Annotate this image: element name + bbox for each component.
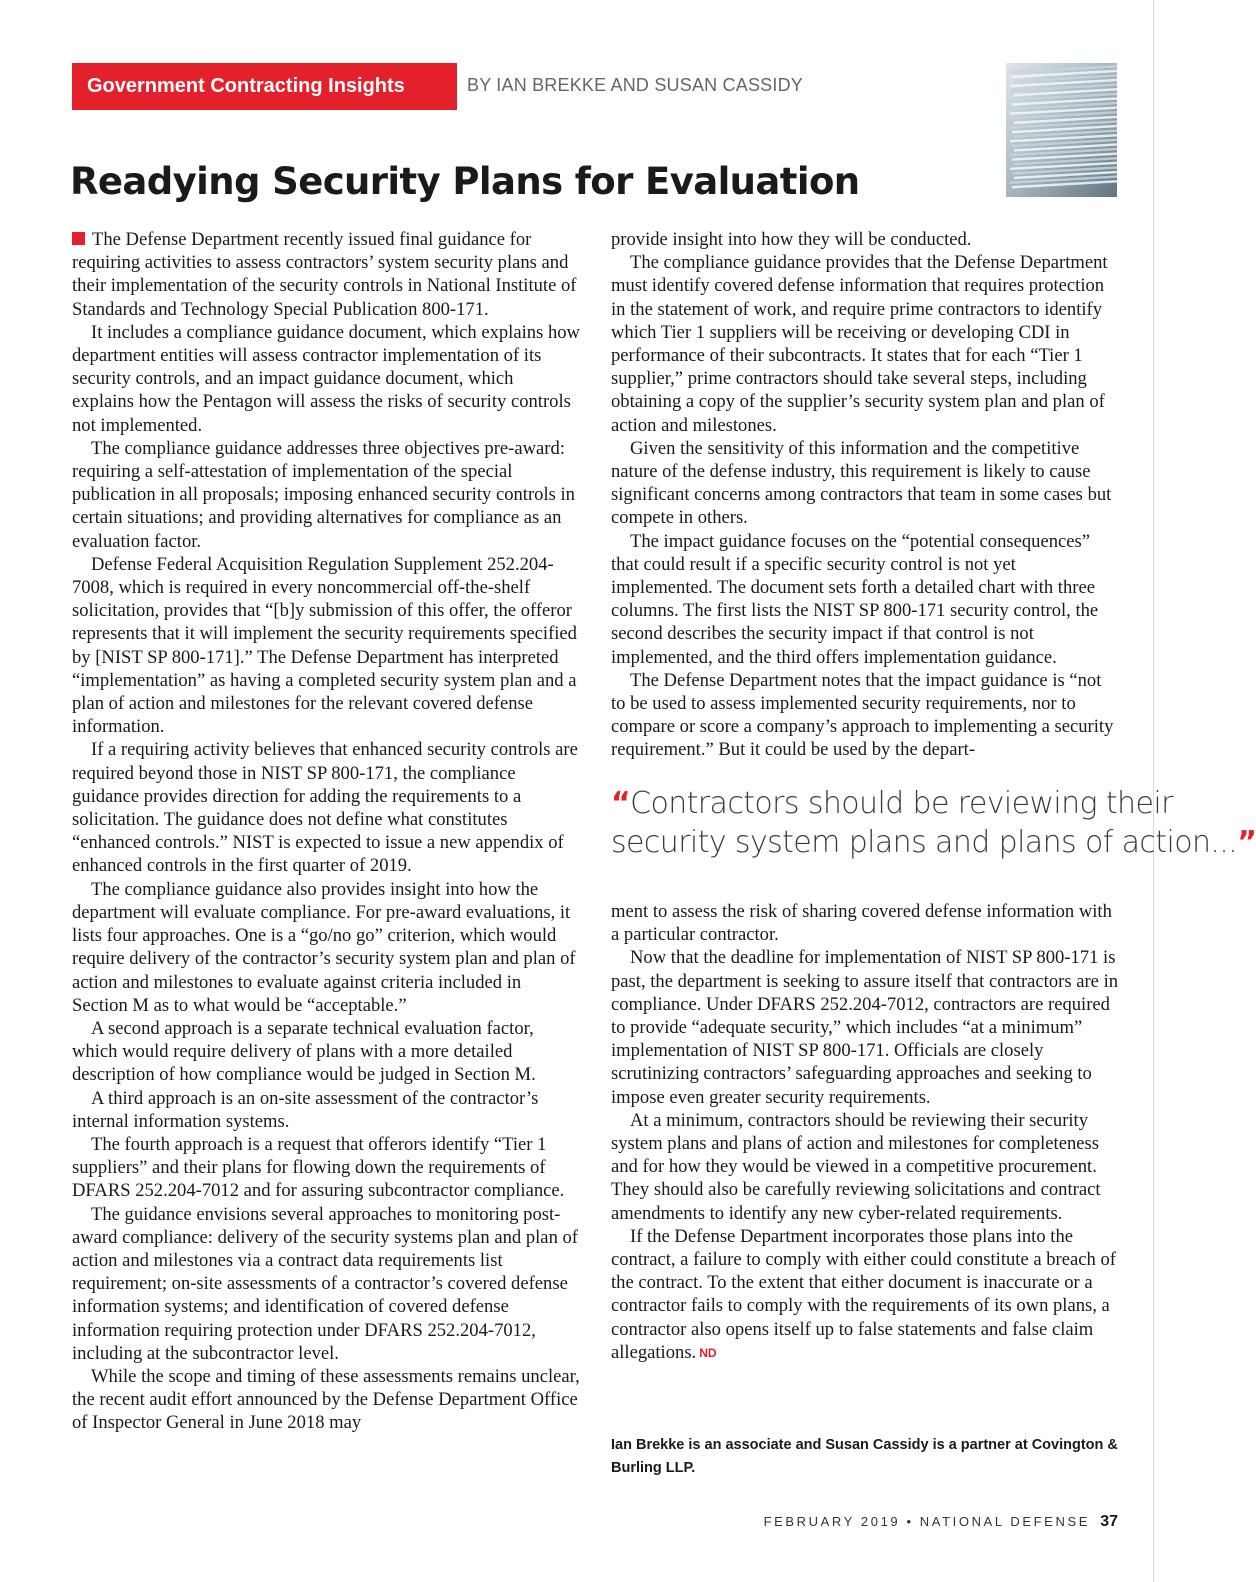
paragraph: ment to assess the risk of sharing covered defense information with a particular contractor. — [611, 901, 1112, 946]
paragraph-text: If the Defense Department incorporates those plans into the contract, a failure to comply with either could constitute a breach of the contract. To the extent that either document is inaccurate or a contractor fails to comply with the requirements of its own plans, a contractor also opens itself up to false statements and false claim allegations. — [611, 1225, 1116, 1363]
column-left — [72, 228, 580, 1435]
paragraph: The guidance envisions several approaches to monitoring post-award compliance: delivery of the security systems plan and plan of action and milestones via a contract data requirements list requirement; on-site assessments of a contractor’s covered defense information systems; and identification of covered defense information requiring protection under DFARS 252.204-7012, including at the subcontractor level. — [72, 1203, 578, 1364]
paragraph — [611, 1225, 1119, 1365]
close-quote-mark: ” — [1237, 825, 1256, 860]
paragraph: While the scope and timing of these assessments remains unclear, the recent audit effort announced by the Defense Department Office of Inspector General in June 2018 may — [72, 1365, 580, 1434]
column-right-top — [611, 228, 1119, 762]
paragraph-text: The Defense Department recently issued final guidance for requiring activities to assess contractors’ system security plans and their implementation of the security controls in National Institute of Standards and Technology Special Publication 800-171. — [72, 229, 577, 320]
paragraph: At a minimum, contractors should be reviewing their security system plans and plans of action and milestones for completeness and for how they would be viewed in a competitive procurement. They should also be carefully reviewing solicitations and contract amendments to identify any new cyber-related requirements. — [611, 1109, 1101, 1224]
pull-quote-text-2: security system plans and plans of action... — [611, 825, 1238, 860]
article-title: Readying Security Plans for Evaluation — [70, 160, 860, 203]
paragraph: Now that the deadline for implementation of NIST SP 800-171 is past, the department is seeking to assure itself that contractors are in compliance. Under DFARS 252.204-7012, contractors are required to provide “adequate security,” which includes “at a minimum” implementation of NIST SP 800-171. Officials are closely scrutinizing contractors’ safeguarding approaches and seeking to impose even greater security requirements. — [611, 947, 1119, 1108]
paragraph: The compliance guidance also provides insight into how the department will evaluate compliance. For pre-award evaluations, it lists four approaches. One is a “go/no go” criterion, which would require delivery of the contractor’s security system plan and plan of action and milestones to evaluate against criteria included in Section M as to what would be “acceptable.” — [72, 878, 576, 1016]
page-footer — [764, 1513, 1118, 1531]
pull-quote-line-1 — [611, 784, 1173, 823]
end-mark: ND — [699, 1345, 717, 1360]
paragraph: If a requiring activity believes that enhanced security controls are required beyond those in NIST SP 800-171, the compliance guidance provides direction for adding the requirements to a solicitation. The guidance does not define what constitutes “enhanced controls.” NIST is expected to issue a new appendix of enhanced controls in the first quarter of 2019. — [72, 739, 578, 877]
byline: BY IAN BREKKE AND SUSAN CASSIDY — [467, 75, 803, 95]
paragraph: A third approach is an on-site assessment of the contractor’s internal information systems. — [72, 1087, 539, 1132]
pull-quote-text-1: Contractors should be reviewing their — [630, 786, 1173, 821]
paragraph: It includes a compliance guidance document, which explains how department entities will assess contractor implementation of its security controls, and an impact guidance document, which explains how the Pentagon will assess the risks of security controls not implemented. — [72, 321, 580, 436]
paragraph: The compliance guidance provides that the Defense Department must identify covered defense information that requires protection in the statement of work, and require prime contractors to identify which Tier 1 suppliers will be receiving or developing CDI in performance of their subcontracts. It states that for each “Tier 1 supplier,” prime contractors should take several steps, including obtaining a copy of the supplier’s security system plan and plan of action and milestones. — [611, 252, 1108, 436]
footer-issue: FEBRUARY 2019 • NATIONAL DEFENSE — [763, 1514, 1090, 1529]
paragraph: The compliance guidance addresses three objectives pre-award: requiring a self-attestation of implementation of the special publication in all proposals; imposing enhanced security controls in certain situations; and providing alternatives for compliance as an evaluation factor. — [72, 437, 575, 552]
paragraph — [72, 228, 580, 321]
paragraph: Defense Federal Acquisition Regulation Supplement 252.204-7008, which is required in every noncommercial off-the-shelf solicitation, provides that “[b]y submission of this offer, the offeror represents that it will implement the security requirements specified by [NIST SP 800-171].” The Defense Department has interpreted “implementation” as having a completed security system plan and a plan of action and milestones for the relevant covered defense information. — [72, 553, 577, 738]
paper-stack-icon — [1006, 63, 1117, 197]
paragraph: A second approach is a separate technical evaluation factor, which would require delivery of plans with a more detailed description of how compliance would be judged in Section M. — [72, 1017, 536, 1086]
pull-quote — [611, 784, 1256, 862]
paragraph: Given the sensitivity of this information and the competitive nature of the defense industry, this requirement is likely to cause significant concerns among contractors that team in some cases but compete in others. — [611, 437, 1112, 529]
start-square-icon — [72, 232, 85, 245]
paragraph: The fourth approach is a request that offerors identify “Tier 1 suppliers” and their plans for flowing down the requirements of DFARS 252.204-7012 and for assuring subcontractor compliance. — [72, 1133, 565, 1202]
pull-quote-line-2 — [611, 823, 1256, 862]
open-quote-mark: “ — [611, 786, 631, 821]
section-label: Government Contracting Insights — [87, 75, 405, 97]
column-right-bottom — [611, 900, 1119, 1365]
page-number: 37 — [1100, 1513, 1118, 1530]
author-bio: Ian Brekke is an associate and Susan Cassidy is a partner at Covington & Burling LLP. — [611, 1437, 1118, 1476]
section-banner — [72, 63, 457, 110]
paragraph: The impact guidance focuses on the “potential consequences” that could result if a specific security control is not yet implemented. The document sets forth a detailed chart with three columns. The first lists the NIST SP 800-171 security control, the second describes the security impact if that control is not implemented, and the third offers implementation guidance. — [611, 530, 1099, 668]
paragraph: The Defense Department notes that the impact guidance is “not to be used to assess implemented security requirements, nor to compare or score a company’s approach to implementing a security requirement.” But it could be used by the depart- — [611, 669, 1114, 761]
paragraph: provide insight into how they will be conducted. — [611, 229, 972, 250]
